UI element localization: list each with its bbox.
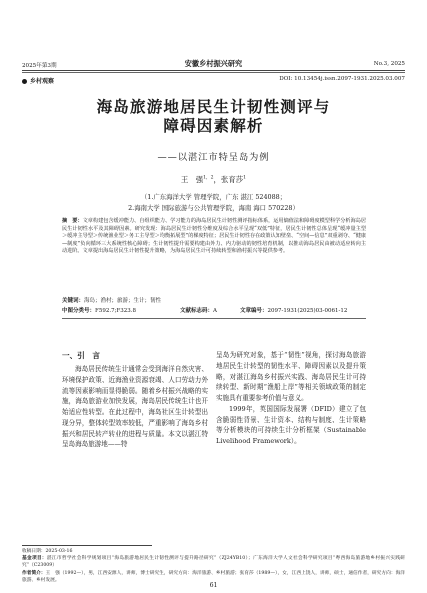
abstract-label: 摘 要： xyxy=(62,218,83,224)
header-rule-thin xyxy=(22,72,405,73)
abstract-text: 文章构建包含缓冲能力、自组织能力、学习能力的海岛居民生计韧性测评指标体系，运用熵值法和障碍度模型科学分析海岛居民生计韧性水平及其障碍因素。研究发现：海岛居民生计韧性分维度及综合水平呈现“双低”特征，居民生计韧性总体呈现“缓冲量主型＞缓冲主导型＞传统渔业型＞务工主导型＞均衡拓展型”的梯度特征；居民生计韧性存在政策认知壁垒、“空间—信息”双重剥夺、“健康—制度”负向循环三大系统性核心障碍；生计韧性提升需要构建由外力、内力驱动的韧性培育机制，以推动海岛居民由被动适应转向主动进阶。文章提出海岛居民生计韧性提升策略，为海岛居民生计可持续转型和渔村振兴等提供参考。 xyxy=(62,218,367,254)
header-rule xyxy=(22,70,405,71)
keywords-text: 海岛；渔村；旅游；生计；韧性 xyxy=(84,298,162,304)
doc-code-value: A xyxy=(213,308,217,314)
author-info-text: 王 强（1992—），男，江西安源人，讲师，博士研究生，研究方向：海洋旅游、乡村旅游；张育莎（1989—），女，江西上饶人，讲师，硕士，通信作者，研究方向：海洋旅游、乡村发展。 xyxy=(22,571,405,583)
bullet-icon xyxy=(22,79,27,84)
section-heading: 一、引 言 xyxy=(62,351,100,360)
article-title-line2: 障碍因素解析 xyxy=(163,116,264,135)
column-tag xyxy=(22,76,54,85)
doc-code-label: 文献标志码： xyxy=(180,308,214,314)
footnote-fund xyxy=(22,556,405,569)
affiliation-1: （1.广东海洋大学 管理学院，广东 湛江 524088； xyxy=(140,193,287,201)
fund-label: 基金项目： xyxy=(22,556,47,561)
clc-label: 中图分类号： xyxy=(62,308,96,314)
abstract-rule xyxy=(62,318,366,319)
body-paragraph: 呈岛为研究对象，基于“韧性”视角，探讨海岛旅游地居民生计转型的韧性水平、障碍因素以及提升策略，对湛江海岛乡村振兴实践、海岛居民生计可持续转型、新时期“渔船上岸”等相关领域政策的制定实施具有重要参考价值与意义。 xyxy=(216,351,366,402)
author-1-affil: 1，2 xyxy=(203,175,214,181)
article-title-line1: 海岛旅游地居民生计韧性测评与 xyxy=(96,97,331,116)
doi[interactable]: DOI: 10.13454j.issn.2097-1931.2025.03.007 xyxy=(279,76,405,82)
journal-name: 安徽乡村振兴研究 xyxy=(184,59,243,68)
abstract xyxy=(62,218,366,256)
author-2: 张育莎 xyxy=(220,175,244,184)
author-info-label: 作者简介： xyxy=(22,571,46,576)
author-line xyxy=(0,174,427,185)
footnote-received: 收稿日期：2025-03-16 xyxy=(22,549,73,554)
author-1: 王 强 xyxy=(180,175,204,184)
issue-number: No.3, 2025 xyxy=(373,61,405,67)
issue-label: 2025年第3期 xyxy=(22,63,57,69)
fund-text: 湛江市哲学社会科学规划项目“海岛旅游地居民生计韧性测评与提升路径研究”（ZJ24YB10）；广东海洋大学人文社会科学研究项目“粤西海岛旅游地乡村振兴实践研究”（C23009） xyxy=(22,556,405,568)
clc-value: F592.7;F323.8 xyxy=(95,308,136,314)
keywords xyxy=(62,296,366,304)
body-right-column xyxy=(216,350,366,447)
body-paragraph: 1999年，英国国际发展署（DFID）建立了包含脆弱性背景、生计资本、结构与制度、生计策略等分析模块的可持续生计分析框架（Sustainable Livelihood Framework）。 xyxy=(216,404,366,445)
page-number: 61 xyxy=(209,582,218,589)
article-no-label: 文章编号： xyxy=(240,308,268,314)
article-subtitle: ——以湛江市特呈岛为例 xyxy=(157,152,270,163)
article-no-value: 2097-1931(2025)03-0061-12 xyxy=(267,308,348,314)
body-left-column: 海岛居民传统生计通常会受到海洋自然灾害、环境保护政策、近海渔业资源衰竭、人口劳动力外流等因素影响而显得脆弱。随着乡村振兴战略的实施，海岛旅游业加快发展，海岛居民传统生计也开始适应性转型。在此过程中，海岛社区生计转型出现分异，整体转型效率较低，严重影响了海岛乡村振兴和居民转产转业的进程与质量。本文以湛江特呈岛海岛旅游地——特 xyxy=(62,365,208,449)
author-2-affil: 1 xyxy=(243,175,247,181)
column-label: 乡村观察 xyxy=(30,78,55,85)
keywords-label: 关键词： xyxy=(62,298,85,304)
affiliation-2: 2.海南大学 国际旅游与公共管理学院，海南 海口 570228） xyxy=(128,204,299,212)
footnote-rule xyxy=(22,545,152,546)
author-sep: ， xyxy=(213,175,221,184)
